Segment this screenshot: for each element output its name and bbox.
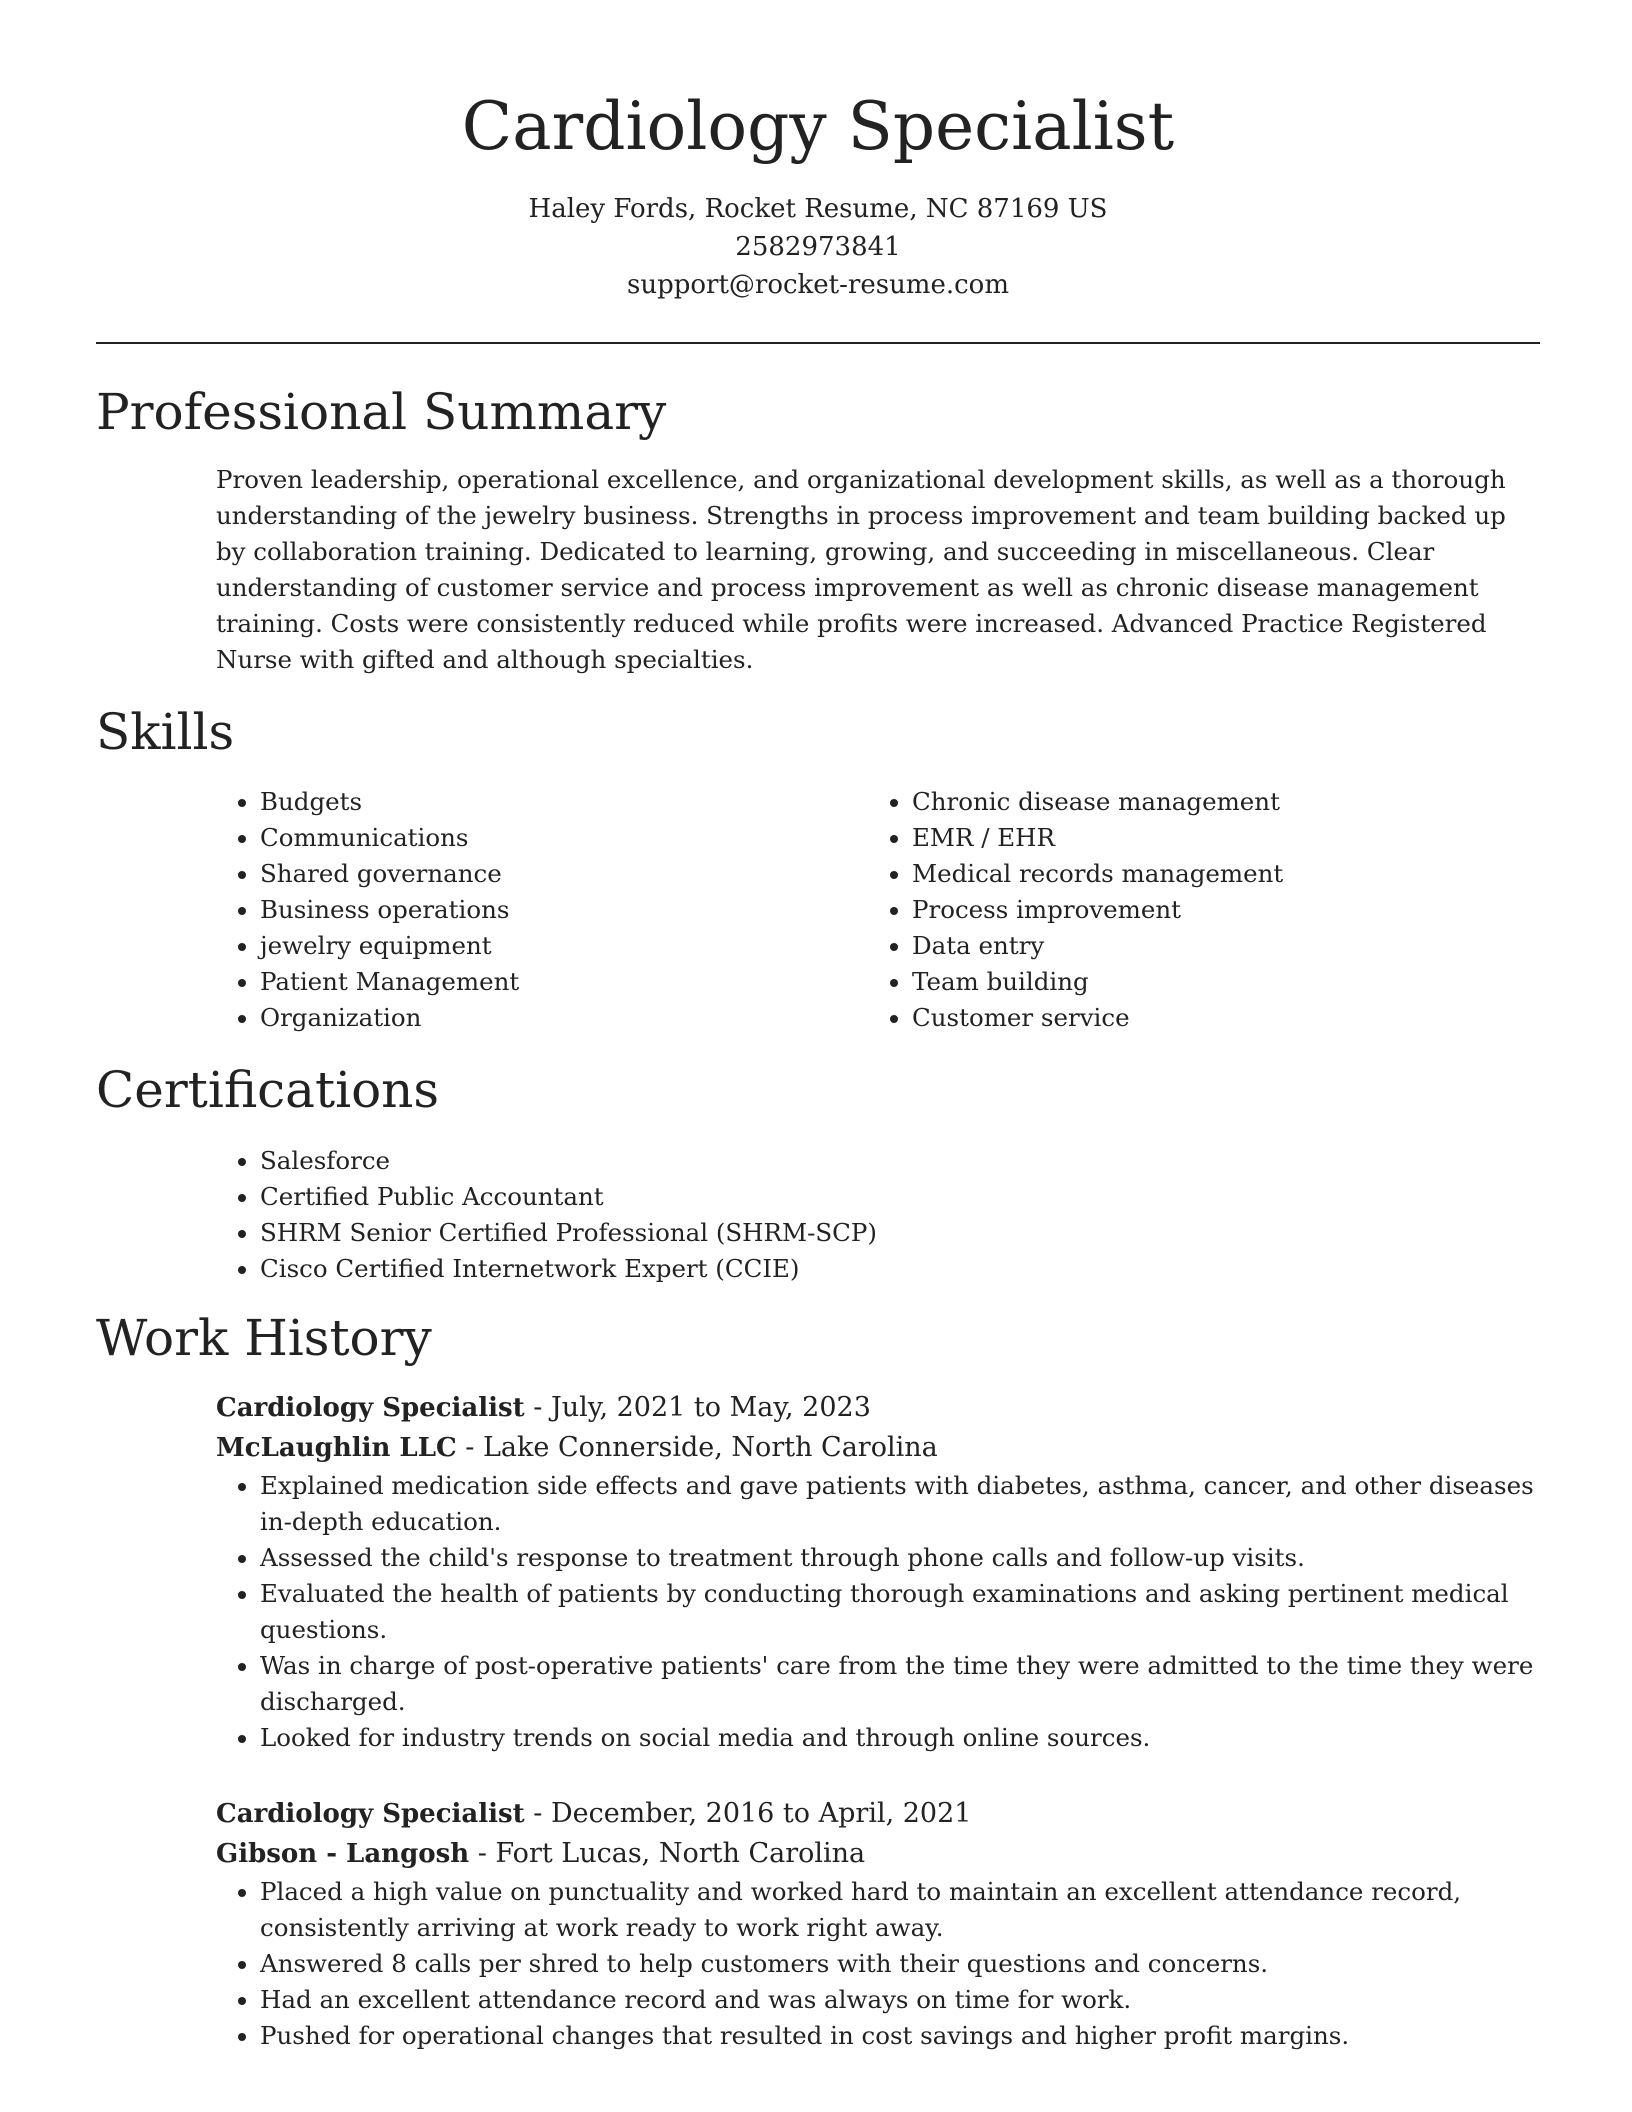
skills-heading: Skills — [96, 703, 235, 761]
skill-item: • Shared governance — [260, 856, 816, 892]
certification-item: • Certified Public Accountant — [260, 1179, 1516, 1215]
job-duty: • Was in charge of post-operative patients' care from the time they were admitted to the time they were discharged. — [260, 1648, 1540, 1720]
job-duties-list — [216, 1874, 1540, 2054]
certifications-list — [216, 1143, 1516, 1287]
job-dates: - July, 2021 to May, 2023 — [524, 1392, 871, 1423]
skill-item: • Organization — [260, 1000, 816, 1036]
job-role: Cardiology Specialist — [216, 1799, 525, 1829]
certification-item: • SHRM Senior Certified Professional (SHRM-SCP) — [260, 1215, 1516, 1251]
contact-email: support@rocket-resume.com — [626, 270, 1009, 300]
job-company-line — [216, 1834, 1540, 1874]
contact-address: Haley Fords, Rocket Resume, NC 87169 US — [528, 194, 1108, 224]
skills-column-left — [216, 784, 816, 1036]
contact-phone: 2582973841 — [735, 232, 901, 262]
work-history-heading: Work History — [96, 1309, 432, 1367]
job-duties-list — [216, 1468, 1540, 1756]
skill-item: • Process improvement — [912, 892, 1528, 928]
skills-column-right — [868, 784, 1528, 1036]
summary-text: Proven leadership, operational excellence, and organizational development skills, as well as a thorough understanding of the jewelry business. Strengths in process improvement and team building backed up by collaboration training. Dedicated to learning, growing, and succeeding in miscellaneous. Clear understanding of customer service and process improvement as well as chronic disease management training. Costs were consistently reduced while profits were increased. Advanced Practice Registered Nurse with gifted and although specialties. — [216, 465, 1506, 674]
skill-item: • Communications — [260, 820, 816, 856]
job-duty: • Evaluated the health of patients by conducting thorough examinations and asking pertinent medical questions. — [260, 1576, 1540, 1648]
job-location: - Fort Lucas, North Carolina — [469, 1838, 866, 1869]
job-dates: - December, 2016 to April, 2021 — [524, 1798, 972, 1829]
skill-item: • Data entry — [912, 928, 1528, 964]
candidate-title: Cardiology Specialist — [461, 88, 1175, 165]
skill-item: • Business operations — [260, 892, 816, 928]
summary-heading: Professional Summary — [96, 383, 667, 441]
resume-header — [96, 82, 1540, 304]
skill-item: • Patient Management — [260, 964, 816, 1000]
job-role-line — [216, 1388, 1540, 1428]
skill-item: • jewelry equipment — [260, 928, 816, 964]
job-company-line — [216, 1428, 1540, 1468]
skill-item: • EMR / EHR — [912, 820, 1528, 856]
job-duty: • Explained medication side effects and gave patients with diabetes, asthma, cancer, and other diseases in-depth education. — [260, 1468, 1540, 1540]
job-duty: • Looked for industry trends on social media and through online sources. — [260, 1720, 1540, 1756]
skill-item: • Team building — [912, 964, 1528, 1000]
skill-item: • Chronic disease management — [912, 784, 1528, 820]
skill-item: • Budgets — [260, 784, 816, 820]
skills-list-left — [216, 784, 816, 1036]
job-entry — [216, 1388, 1540, 1756]
certifications-block — [216, 1143, 1516, 1287]
job-duty: • Placed a high value on punctuality and worked hard to maintain an excellent attendance record, consistently arriving at work ready to work right away. — [260, 1874, 1540, 1946]
job-location: - Lake Connerside, North Carolina — [456, 1432, 938, 1463]
skills-list-right — [868, 784, 1528, 1036]
job-role: Cardiology Specialist — [216, 1393, 525, 1423]
job-duty: • Had an excellent attendance record and was always on time for work. — [260, 1982, 1540, 2018]
job-company: Gibson - Langosh — [216, 1839, 470, 1869]
job-entry — [216, 1794, 1540, 2054]
header-divider — [96, 342, 1540, 344]
job-duty: • Answered 8 calls per shred to help customers with their questions and concerns. — [260, 1946, 1540, 1982]
job-duty: • Pushed for operational changes that resulted in cost savings and higher profit margins. — [260, 2018, 1540, 2054]
job-duty: • Assessed the child's response to treatment through phone calls and follow-up visits. — [260, 1540, 1540, 1576]
skill-item: • Medical records management — [912, 856, 1528, 892]
job-role-line — [216, 1794, 1540, 1834]
certification-item: • Cisco Certified Internetwork Expert (CCIE) — [260, 1251, 1516, 1287]
certification-item: • Salesforce — [260, 1143, 1516, 1179]
certifications-heading: Certifications — [96, 1061, 440, 1119]
job-company: McLaughlin LLC — [216, 1433, 457, 1463]
skill-item: • Customer service — [912, 1000, 1528, 1036]
